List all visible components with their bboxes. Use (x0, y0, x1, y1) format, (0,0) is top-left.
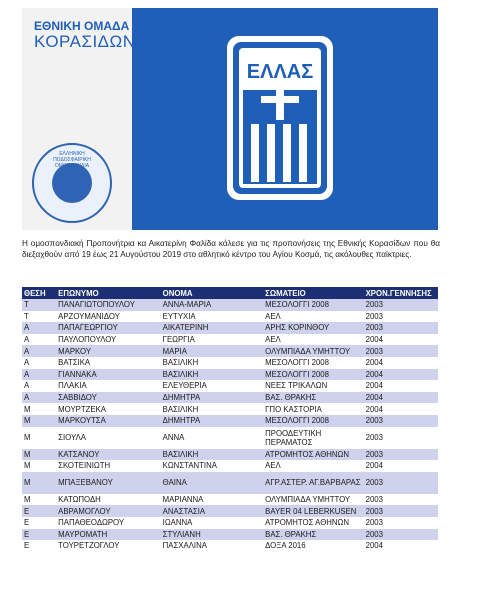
cell-name: ΜΑΡΙΑΝΝΑ (161, 494, 263, 506)
cell-club: ΑΓΡ.ΑΣΤΕΡ. ΑΓ.ΒΑΡΒΑΡΑΣ (263, 472, 363, 494)
cell-surname: ΒΑΤΣΙΚΑ (56, 357, 161, 369)
cell-birth-year: 2004 (364, 357, 438, 369)
cell-birth-year: 2003 (364, 505, 438, 517)
cell-position: Μ (22, 403, 56, 415)
cell-name: ΒΑΣΙΛΙΚΗ (161, 449, 263, 461)
table-row (22, 449, 438, 461)
intro-paragraph: Η ομοσπονδιακή Προπονήτρια κα Αικατερίνη Φαλίδα κάλεσε για τις προπονήσεις της Εθνικής Κορασίδων που θα διεξαχθούν από 19 έως 21 Αυγούστου 2019 στο αθλητικό κέντρο του Αγίου Κοσμά, τις ακόλουθες παίκτριες. (22, 239, 440, 260)
cell-club: ΒΑΣ. ΘΡΑΚΗΣ (263, 392, 363, 404)
banner-left-panel (22, 8, 136, 230)
cell-position: Α (22, 357, 56, 369)
seal-text: ΕΛΛΗΝΙΚΗ ΠΟΔΟΣΦΑΙΡΙΚΗ ΟΜΟΣΠΟΝΔΙΑ (53, 151, 91, 169)
header-surname: ΕΠΩΝΥΜΟ (56, 287, 161, 299)
cell-birth-year: 2003 (364, 311, 438, 323)
cell-position: Μ (22, 449, 56, 461)
cell-birth-year: 2003 (364, 415, 438, 427)
cell-surname: ΚΑΤΣΑΝΟΥ (56, 449, 161, 461)
header-birth-year: ΧΡΟΝ.ΓΕΝΝΗΣΗΣ (364, 287, 438, 299)
cell-club: ΑΕΛ (263, 311, 363, 323)
cell-position: Τ (22, 311, 56, 323)
federation-seal-icon (32, 143, 112, 223)
cell-birth-year: 2004 (364, 334, 438, 346)
cell-position: Ε (22, 529, 56, 541)
cell-club: ΑΤΡΟΜΗΤΟΣ ΑΘΗΝΩΝ (263, 517, 363, 529)
cell-position: Μ (22, 494, 56, 506)
cell-birth-year: 2003 (364, 494, 438, 506)
cell-position: Μ (22, 460, 56, 472)
cell-surname: ΜΟΥΡΤΖΕΚΑ (56, 403, 161, 415)
cell-birth-year: 2004 (364, 403, 438, 415)
cell-surname: ΚΑΤΩΠΟΔΗ (56, 494, 161, 506)
cell-club: ΜΕΣΟΛΟΓΓΙ 2008 (263, 357, 363, 369)
cell-club: ΒΑΣ. ΘΡΑΚΗΣ (263, 529, 363, 541)
banner-title-line1: ΕΘΝΙΚΗ ΟΜΑΔΑ (34, 19, 130, 33)
table-row (22, 460, 438, 472)
cell-surname: ΠΑΠΑΘΕΟΔΩΡΟΥ (56, 517, 161, 529)
cell-club: ΜΕΣΟΛΟΓΓΙ 2008 (263, 369, 363, 381)
cell-club: ΓΠΟ ΚΑΣΤΟΡΙΑ (263, 403, 363, 415)
cell-birth-year: 2003 (364, 529, 438, 541)
flag-text: ΕΛΛΑΣ (246, 61, 314, 83)
cell-name: ΕΥΤΥΧΙΑ (161, 311, 263, 323)
cell-club: BAYER 04 LEBERKUSEN (263, 505, 363, 517)
table-row (22, 403, 438, 415)
cell-surname: ΠΑΥΛΟΠΟΥΛΟΥ (56, 334, 161, 346)
cell-club: ΟΛΥΜΠΙΑΔΑ ΥΜΗΤΤΟΥ (263, 494, 363, 506)
cell-position: Μ (22, 415, 56, 427)
cell-birth-year: 2003 (364, 449, 438, 461)
cell-surname: ΑΒΡΑΜΟΓΛΟΥ (56, 505, 161, 517)
roster-table (22, 287, 438, 552)
table-row (22, 322, 438, 334)
table-row (22, 380, 438, 392)
cell-name: ΔΗΜΗΤΡΑ (161, 415, 263, 427)
cell-club: ΝΕΕΣ ΤΡΙΚΑΛΩΝ (263, 380, 363, 392)
banner-title (34, 19, 136, 51)
table-row (22, 369, 438, 381)
cell-name: ΒΑΣΙΛΙΚΗ (161, 369, 263, 381)
cell-name: ΣΤΥΛΙΑΝΗ (161, 529, 263, 541)
cell-surname: ΜΑΡΚΟΥ (56, 345, 161, 357)
table-row (22, 529, 438, 541)
cell-surname: ΣΑΒΒΙΔΟΥ (56, 392, 161, 404)
cell-name: ΑΝΝΑ (161, 427, 263, 449)
table-row (22, 494, 438, 506)
cell-position: Τ (22, 299, 56, 311)
greek-crest-icon (227, 36, 333, 205)
cell-name: ΜΑΡΙΑ (161, 345, 263, 357)
cell-position: Μ (22, 427, 56, 449)
cell-club: ΠΡΟΟΔΕΥΤΙΚΗ ΠΕΡΑΜΑΤΟΣ (263, 427, 363, 449)
cell-position: Ε (22, 505, 56, 517)
table-row (22, 357, 438, 369)
cell-name: ΑΙΚΑΤΕΡΙΝΗ (161, 322, 263, 334)
table-row (22, 392, 438, 404)
cell-club: ΑΕΛ (263, 334, 363, 346)
cell-club: ΔΟΞΑ 2016 (263, 540, 363, 552)
header-position: ΘΕΣΗ (22, 287, 56, 299)
header-name: ΟΝΟΜΑ (161, 287, 263, 299)
table-header-row (22, 287, 438, 299)
cell-surname: ΣΚΟΤΕΙΝΙΩΤΗ (56, 460, 161, 472)
cell-surname: ΣΙΟΥΛΑ (56, 427, 161, 449)
cell-surname: ΠΛΑΚΙΑ (56, 380, 161, 392)
cell-position: Α (22, 345, 56, 357)
cell-name: ΘΑΙΝΑ (161, 472, 263, 494)
cell-surname: ΓΙΑΝΝΑΚΑ (56, 369, 161, 381)
cell-name: ΓΕΩΡΓΙΑ (161, 334, 263, 346)
table-row (22, 517, 438, 529)
cell-club: ΑΡΗΣ ΚΟΡΙΝΘΟΥ (263, 322, 363, 334)
cell-surname: ΑΡΖΟΥΜΑΝΙΔΟΥ (56, 311, 161, 323)
header-club: ΣΩΜΑΤΕΙΟ (263, 287, 363, 299)
cell-surname: ΠΑΠΑΓΕΩΡΓΙΟΥ (56, 322, 161, 334)
cell-position: Α (22, 322, 56, 334)
cell-surname: ΜΠΑΞΕΒΑΝΟΥ (56, 472, 161, 494)
cell-birth-year: 2003 (364, 322, 438, 334)
header-banner (22, 8, 438, 230)
table-row (22, 415, 438, 427)
cell-position: Α (22, 380, 56, 392)
table-row (22, 345, 438, 357)
cell-birth-year: 2004 (364, 380, 438, 392)
cell-club: ΑΤΡΟΜΗΤΟΣ ΑΘΗΝΩΝ (263, 449, 363, 461)
cell-birth-year: 2003 (364, 427, 438, 449)
table-row (22, 427, 438, 449)
cell-position: Ε (22, 517, 56, 529)
cell-club: ΜΕΣΟΛΟΓΓΙ 2008 (263, 299, 363, 311)
seal-emblem (52, 163, 92, 203)
cell-club: ΑΕΛ (263, 460, 363, 472)
cell-position: Ε (22, 540, 56, 552)
table-row (22, 505, 438, 517)
cell-name: ΚΩΝΣΤΑΝΤΙΝΑ (161, 460, 263, 472)
cell-birth-year: 2003 (364, 345, 438, 357)
cell-club: ΜΕΣΟΛΟΓΓΙ 2008 (263, 415, 363, 427)
cell-position: Α (22, 392, 56, 404)
cell-birth-year: 2004 (364, 460, 438, 472)
table-row (22, 299, 438, 311)
cell-surname: ΠΑΝΑΓΙΩΤΟΠΟΥΛΟΥ (56, 299, 161, 311)
cell-name: ΑΝΝΑ-ΜΑΡΙΑ (161, 299, 263, 311)
cell-position: Α (22, 334, 56, 346)
cell-name: ΕΛΕΥΘΕΡΙΑ (161, 380, 263, 392)
cell-birth-year: 2004 (364, 540, 438, 552)
cell-name: ΔΗΜΗΤΡΑ (161, 392, 263, 404)
cell-surname: ΤΟΥΡΕΤΖΟΓΛΟΥ (56, 540, 161, 552)
cell-name: ΙΩΑΝΝΑ (161, 517, 263, 529)
cell-surname: ΜΑΥΡΟΜΑΤΗ (56, 529, 161, 541)
cell-name: ΠΑΣΧΑΛΙΝΑ (161, 540, 263, 552)
cell-name: ΒΑΣΙΛΙΚΗ (161, 403, 263, 415)
cell-birth-year: 2003 (364, 299, 438, 311)
cell-birth-year: 2003 (364, 472, 438, 494)
table-row (22, 472, 438, 494)
cell-name: ΒΑΣΙΛΙΚΗ (161, 357, 263, 369)
table-row (22, 540, 438, 552)
cell-birth-year: 2004 (364, 392, 438, 404)
cell-name: ΑΝΑΣΤΑΣΙΑ (161, 505, 263, 517)
banner-title-line2: ΚΟΡΑΣΙΔΩΝ (34, 31, 136, 51)
cell-club: ΟΛΥΜΠΙΑΔΑ ΥΜΗΤΤΟΥ (263, 345, 363, 357)
cell-position: Μ (22, 472, 56, 494)
cell-birth-year: 2003 (364, 517, 438, 529)
greek-crest-svg (227, 36, 333, 200)
table-row (22, 334, 438, 346)
cell-birth-year: 2004 (364, 369, 438, 381)
table-row (22, 311, 438, 323)
cell-surname: ΜΑΡΚΟΥΤΣΑ (56, 415, 161, 427)
cell-position: Α (22, 369, 56, 381)
